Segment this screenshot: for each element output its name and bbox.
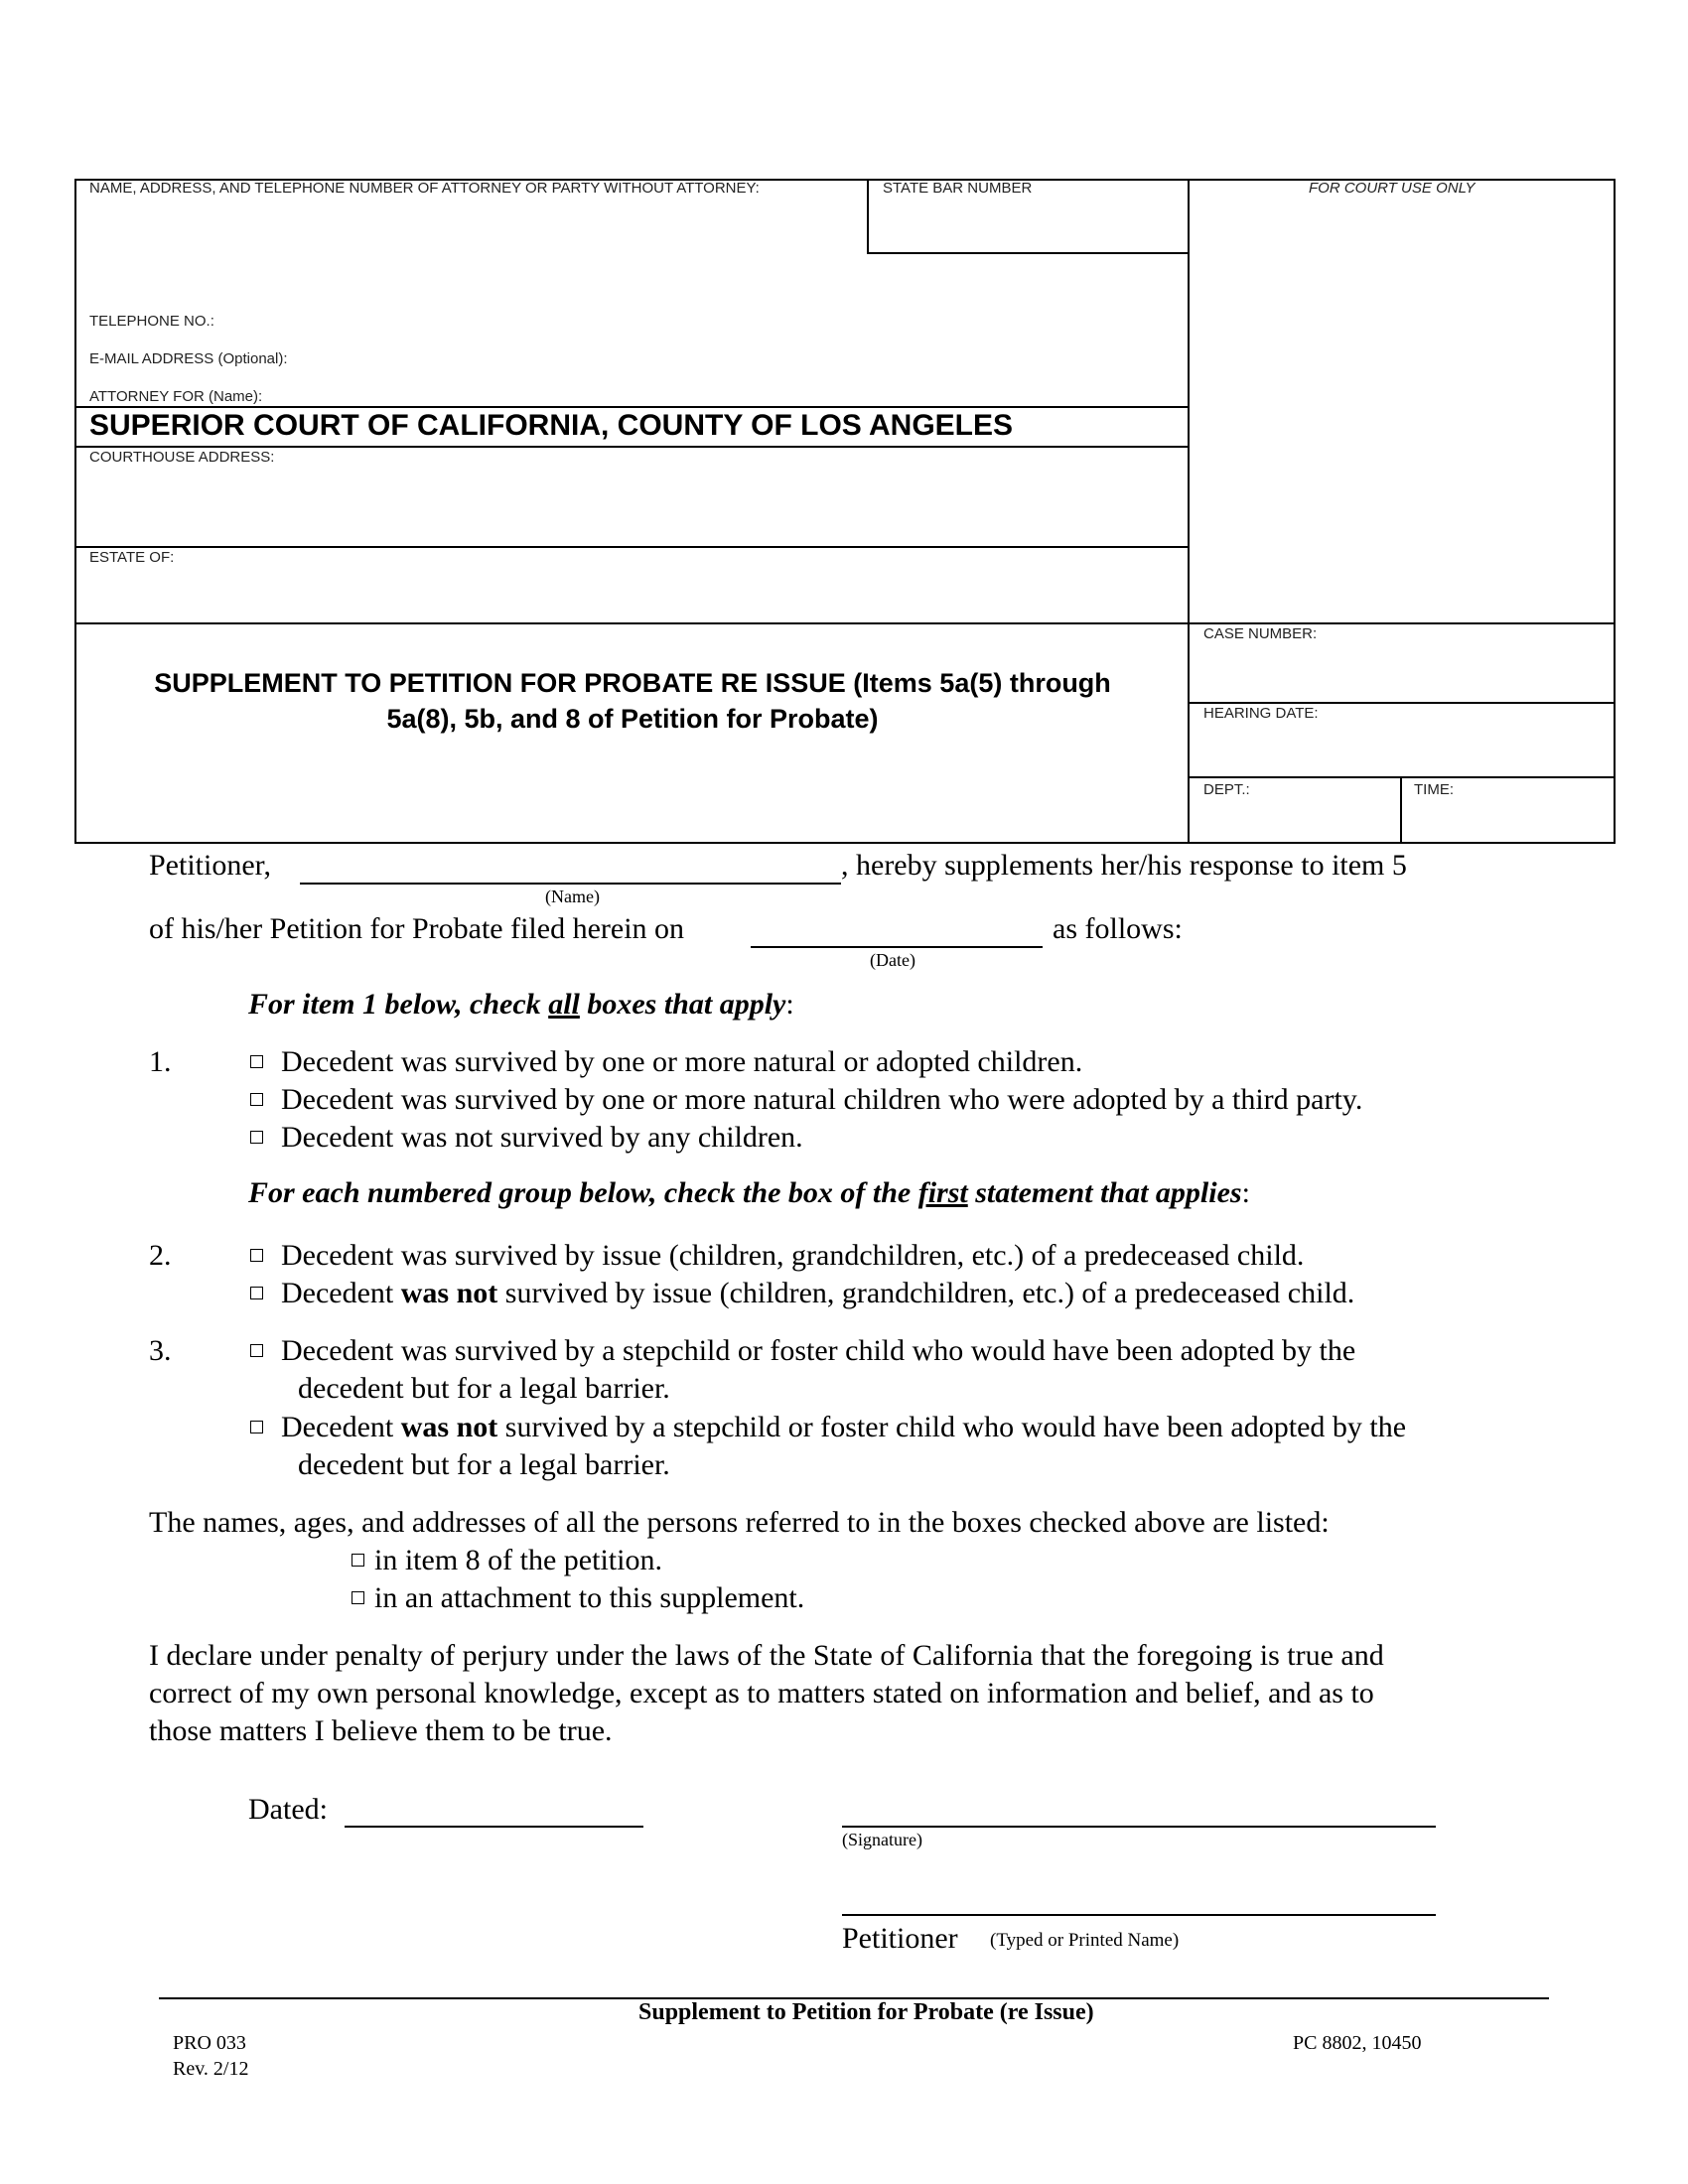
- printed-name-field[interactable]: [842, 1914, 1436, 1916]
- item1-option-2: [250, 1081, 1362, 1119]
- names-option-2: [352, 1579, 804, 1617]
- item1-option-3-text: Decedent was not survived by any children.: [281, 1121, 803, 1154]
- footer-form-id: PRO 033: [173, 2032, 246, 2054]
- petitioner-prefix: Petitioner,: [149, 849, 271, 882]
- item3-option-1: [250, 1332, 1355, 1370]
- time-label: TIME:: [1414, 781, 1454, 798]
- typed-name-caption: (Typed or Printed Name): [990, 1930, 1180, 1951]
- footer-code: PC 8802, 10450: [1293, 2032, 1422, 2054]
- names-intro: The names, ages, and addresses of all the persons referred to in the boxes checked above are listed:: [149, 1506, 1330, 1539]
- instruction-item1-text-a: For item 1 below, check: [248, 988, 549, 1021]
- names-option-1-text: in item 8 of the petition.: [374, 1544, 662, 1576]
- state-bar-label: STATE BAR NUMBER: [883, 180, 1033, 197]
- dated-field[interactable]: [345, 1826, 643, 1828]
- item2-option-2-text-a: Decedent: [281, 1277, 401, 1309]
- item3-option-1-checkbox[interactable]: [250, 1344, 263, 1357]
- attorney-label: NAME, ADDRESS, AND TELEPHONE NUMBER OF ATTORNEY OR PARTY WITHOUT ATTORNEY:: [89, 180, 760, 197]
- email-label: E-MAIL ADDRESS (Optional):: [89, 350, 288, 367]
- item1-option-3: [250, 1119, 803, 1157]
- instruction-groups-text-a: For each numbered group below, check the box of the: [248, 1176, 918, 1209]
- item2-option-2-was-not: was not: [400, 1277, 498, 1309]
- date-caption: (Date): [870, 950, 915, 970]
- instruction-item1-colon: :: [785, 988, 794, 1021]
- item3-option-1-line2: decedent but for a legal barrier.: [298, 1372, 670, 1405]
- instruction-item1-all: all: [548, 988, 580, 1021]
- item1-option-1-checkbox[interactable]: [250, 1055, 263, 1068]
- attorney-for-label: ATTORNEY FOR (Name):: [89, 388, 263, 405]
- item3-option-2-text-c: survived by a stepchild or foster child who would have been adopted by the: [497, 1411, 1407, 1443]
- names-option-2-checkbox[interactable]: [352, 1591, 364, 1604]
- petitioner-name-field[interactable]: [300, 883, 841, 885]
- filed-date-field[interactable]: [751, 946, 1043, 948]
- instruction-groups-first: first: [917, 1176, 968, 1209]
- item1-option-3-checkbox[interactable]: [250, 1131, 263, 1144]
- item3-option-2-text-a: Decedent: [281, 1411, 401, 1443]
- item3-option-2-line2: decedent but for a legal barrier.: [298, 1448, 670, 1481]
- dated-label: Dated:: [248, 1793, 328, 1826]
- declaration-line1: I declare under penalty of perjury under the laws of the State of California that the foregoing is true and: [149, 1639, 1384, 1672]
- form-title: [77, 665, 1188, 737]
- item2-option-2: [250, 1275, 1354, 1312]
- item2-option-2-text-c: survived by issue (children, grandchildren, etc.) of a predeceased child.: [497, 1277, 1355, 1309]
- petitioner-label: Petitioner: [842, 1922, 958, 1955]
- dept-label: DEPT.:: [1203, 781, 1250, 798]
- instruction-item1: [248, 986, 794, 1024]
- form-title-line2: 5a(8), 5b, and 8 of Petition for Probate): [386, 704, 879, 734]
- filed-suffix: as follows:: [1053, 912, 1183, 945]
- item2-option-1-checkbox[interactable]: [250, 1249, 263, 1262]
- petitioner-suffix: , hereby supplements her/his response to item 5: [841, 849, 1407, 882]
- court-use-label: FOR COURT USE ONLY: [1309, 180, 1476, 197]
- item3-option-2: [250, 1409, 1406, 1446]
- instruction-groups-colon: :: [1241, 1176, 1250, 1209]
- instruction-item1-text-b: boxes that apply: [579, 988, 786, 1021]
- item1-option-1-text: Decedent was survived by one or more natural or adopted children.: [281, 1045, 1083, 1078]
- footer-title: Supplement to Petition for Probate (re Issue): [638, 1999, 1094, 2025]
- item3-option-1-text: Decedent was survived by a stepchild or foster child who would have been adopted by the: [281, 1334, 1356, 1367]
- filed-prefix: of his/her Petition for Probate filed herein on: [149, 912, 685, 945]
- item1-option-1: [250, 1043, 1082, 1081]
- names-option-2-text: in an attachment to this supplement.: [374, 1581, 805, 1614]
- signature-field[interactable]: [842, 1826, 1436, 1828]
- telephone-label: TELEPHONE NO.:: [89, 313, 214, 330]
- footer-revision: Rev. 2/12: [173, 2058, 249, 2080]
- item3-number: 3.: [149, 1334, 172, 1367]
- declaration-line3: those matters I believe them to be true.: [149, 1714, 613, 1747]
- item1-number: 1.: [149, 1045, 172, 1078]
- instruction-groups: [248, 1174, 1250, 1212]
- signature-caption: (Signature): [842, 1830, 922, 1849]
- item2-option-1: [250, 1237, 1304, 1275]
- estate-of-label: ESTATE OF:: [89, 549, 175, 566]
- case-number-label: CASE NUMBER:: [1203, 625, 1318, 642]
- declaration-line2: correct of my own personal knowledge, except as to matters stated on information and belief, and as to: [149, 1677, 1374, 1709]
- name-caption: (Name): [545, 887, 600, 906]
- item1-option-2-text: Decedent was survived by one or more natural children who were adopted by a third party.: [281, 1083, 1363, 1116]
- form-title-line1: SUPPLEMENT TO PETITION FOR PROBATE RE ISSUE (Items 5a(5) through: [154, 668, 1111, 698]
- names-option-1: [352, 1542, 662, 1579]
- instruction-groups-text-b: statement that applies: [967, 1176, 1242, 1209]
- item2-option-1-text: Decedent was survived by issue (children, grandchildren, etc.) of a predeceased child.: [281, 1239, 1305, 1272]
- item2-option-2-checkbox[interactable]: [250, 1287, 263, 1299]
- court-name: SUPERIOR COURT OF CALIFORNIA, COUNTY OF LOS ANGELES: [89, 409, 1014, 442]
- item1-option-2-checkbox[interactable]: [250, 1093, 263, 1106]
- hearing-date-label: HEARING DATE:: [1203, 705, 1319, 722]
- item2-number: 2.: [149, 1239, 172, 1272]
- names-option-1-checkbox[interactable]: [352, 1554, 364, 1567]
- courthouse-address-label: COURTHOUSE ADDRESS:: [89, 449, 275, 466]
- item3-option-2-was-not: was not: [400, 1411, 498, 1443]
- item3-option-2-checkbox[interactable]: [250, 1421, 263, 1433]
